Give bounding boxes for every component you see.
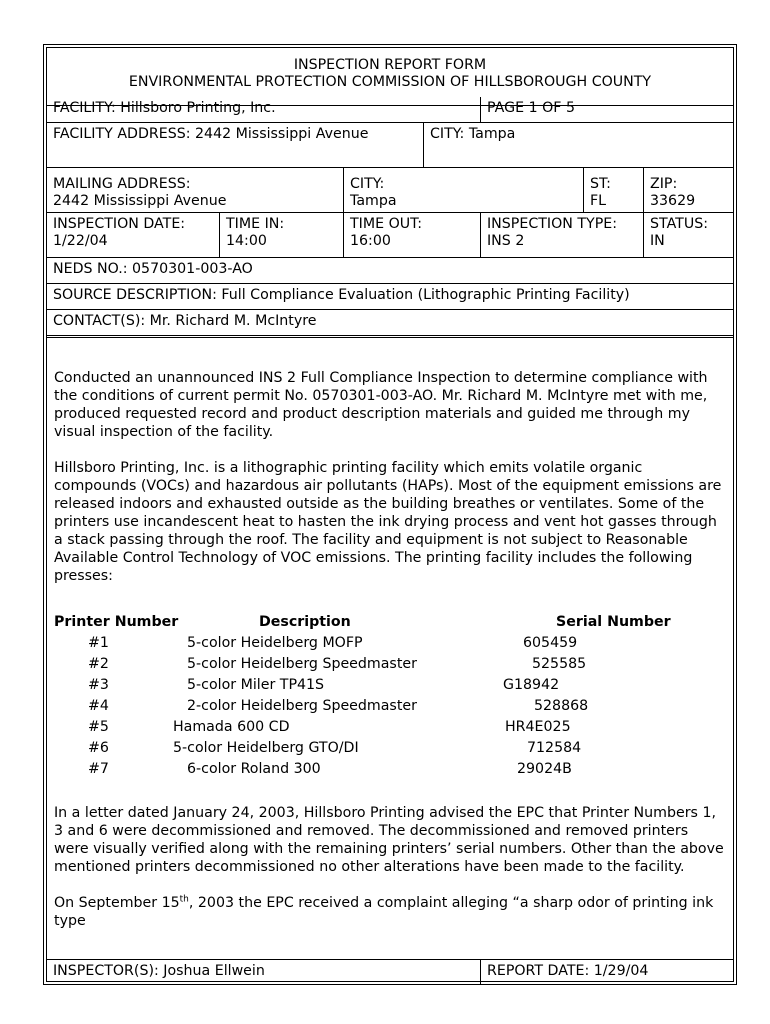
neds-number: NEDS NO.: 0570301-003-AO xyxy=(53,261,253,277)
mailing-address-label: MAILING ADDRESS: xyxy=(53,176,191,192)
neds-row xyxy=(47,258,733,284)
printer-description: 5-color Heidelberg MOFP xyxy=(187,635,363,651)
facility-row xyxy=(47,97,733,123)
source-description: SOURCE DESCRIPTION: Full Compliance Evaluation (Lithographic Printing Facility) xyxy=(53,287,630,303)
mailing-address xyxy=(47,168,343,212)
inspection-date xyxy=(47,213,219,257)
mailing-zip-label: ZIP: xyxy=(650,176,678,192)
table-row xyxy=(54,719,714,740)
source-row xyxy=(47,284,733,310)
printer-serial: 525585 xyxy=(532,656,587,672)
printer-serial: 605459 xyxy=(523,635,578,651)
mailing-state xyxy=(583,168,643,212)
printer-description: 5-color Heidelberg GTO/DI xyxy=(173,740,359,756)
paragraph-4-end: , 2003 the EPC received a complaint alleging “a sharp odor of printing ink type xyxy=(54,895,714,929)
mailing-city xyxy=(343,168,583,212)
table-row xyxy=(54,677,714,698)
printer-description: 2-color Heidelberg Speedmaster xyxy=(187,698,417,714)
paragraph-2: Hillsboro Printing, Inc. is a lithographic printing facility which emits volatile organic compounds (VOCs) and hazardous air pollutants (HAPs). Most of the equipment emissions are released indoors and exhausted outside as the building breathes or ventilates. Some of the printers use incandescent heat to hasten the ink drying process and vent hot gasses through a stack passing through the roof. The facility and equipment is not subject to Reasonable Available Control Technology of VOC emissions. The printing facility includes the following presses: xyxy=(54,460,722,584)
printer-number: #2 xyxy=(88,656,109,672)
report-body xyxy=(54,369,727,603)
inspection-row xyxy=(47,213,733,258)
inspection-date-label: INSPECTION DATE: xyxy=(53,216,186,232)
page-count: PAGE 1 OF 5 xyxy=(480,97,733,122)
printer-number: #5 xyxy=(88,719,109,735)
printer-table-header xyxy=(54,614,714,635)
mailing-state-label: ST: xyxy=(590,176,611,192)
table-row xyxy=(54,761,714,782)
inspection-status-label: STATUS: xyxy=(650,216,709,232)
col-printer-number: Printer Number xyxy=(54,614,179,630)
printer-serial: 712584 xyxy=(527,740,582,756)
inspection-date-value: 1/22/04 xyxy=(53,233,108,249)
inspection-status-value: IN xyxy=(650,233,665,249)
table-row xyxy=(54,635,714,656)
inspection-type xyxy=(480,213,643,257)
ordinal-suffix: th xyxy=(179,894,189,905)
table-row xyxy=(54,656,714,677)
table-row xyxy=(54,740,714,761)
printer-number: #1 xyxy=(88,635,109,651)
inspection-type-label: INSPECTION TYPE: xyxy=(487,216,618,232)
table-row xyxy=(54,698,714,719)
printer-serial: 29024B xyxy=(517,761,572,777)
printer-description: 5-color Miler TP41S xyxy=(187,677,325,693)
time-out-value: 16:00 xyxy=(350,233,391,249)
facility-address-row xyxy=(47,123,733,168)
inspector-name: INSPECTOR(S): Joshua Ellwein xyxy=(53,963,265,979)
printer-description: 5-color Heidelberg Speedmaster xyxy=(187,656,417,672)
printer-serial: 528868 xyxy=(534,698,589,714)
mailing-zip xyxy=(643,168,733,212)
paragraph-1: Conducted an unannounced INS 2 Full Compliance Inspection to determine compliance with the conditions of current permit No. 0570301-003-AO. Mr. Richard M. McIntyre met with me, produced requested record and product description materials and guided me through my visual inspection of the facility. xyxy=(54,370,708,440)
printer-table xyxy=(54,614,714,782)
printer-serial: HR4E025 xyxy=(505,719,571,735)
time-in-value: 14:00 xyxy=(226,233,267,249)
inspection-form xyxy=(43,44,737,985)
mailing-address-value: 2442 Mississippi Avenue xyxy=(53,193,227,209)
contact: CONTACT(S): Mr. Richard M. McIntyre xyxy=(53,313,317,329)
facility-address: FACILITY ADDRESS: 2442 Mississippi Avenue xyxy=(53,126,369,142)
inspection-status xyxy=(643,213,733,257)
contact-row xyxy=(47,310,733,338)
report-date: REPORT DATE: 1/29/04 xyxy=(480,960,733,984)
facility-name: FACILITY: Hillsboro Printing, Inc. xyxy=(53,100,276,116)
printer-number: #6 xyxy=(88,740,109,756)
form-inner-border xyxy=(46,47,734,982)
time-out xyxy=(343,213,480,257)
paragraph-3: In a letter dated January 24, 2003, Hillsboro Printing advised the EPC that Printer Numbers 1, 3 and 6 were decommissioned and removed. The decommissioned and removed printers were visually verified along with the remaining printers’ serial numbers. Other than the above mentioned printers decommissioned no other alterations have been made to the facility. xyxy=(54,805,724,875)
mailing-state-value: FL xyxy=(590,193,607,209)
time-in xyxy=(219,213,343,257)
form-title-line1: INSPECTION REPORT FORM xyxy=(293,57,487,73)
col-description: Description xyxy=(259,614,351,630)
printer-number: #4 xyxy=(88,698,109,714)
report-body-continued xyxy=(54,804,727,930)
printer-description: Hamada 600 CD xyxy=(173,719,290,735)
printer-description: 6-color Roland 300 xyxy=(187,761,321,777)
facility-city: CITY: Tampa xyxy=(423,123,733,167)
printer-number: #3 xyxy=(88,677,109,693)
footer-row xyxy=(47,959,733,984)
mailing-zip-value: 33629 xyxy=(650,193,696,209)
printer-number: #7 xyxy=(88,761,109,777)
printer-serial: G18942 xyxy=(503,677,560,693)
paragraph-4 xyxy=(54,894,727,930)
form-title-line2: ENVIRONMENTAL PROTECTION COMMISSION OF HILLSBOROUGH COUNTY xyxy=(128,74,652,90)
time-in-label: TIME IN: xyxy=(226,216,285,232)
col-serial-number: Serial Number xyxy=(556,614,671,630)
paragraph-4-start: On September 15 xyxy=(54,895,180,911)
mailing-city-label: CITY: xyxy=(350,176,385,192)
mailing-city-value: Tampa xyxy=(350,193,397,209)
mailing-address-row xyxy=(47,168,733,213)
time-out-label: TIME OUT: xyxy=(350,216,423,232)
inspection-type-value: INS 2 xyxy=(487,233,525,249)
